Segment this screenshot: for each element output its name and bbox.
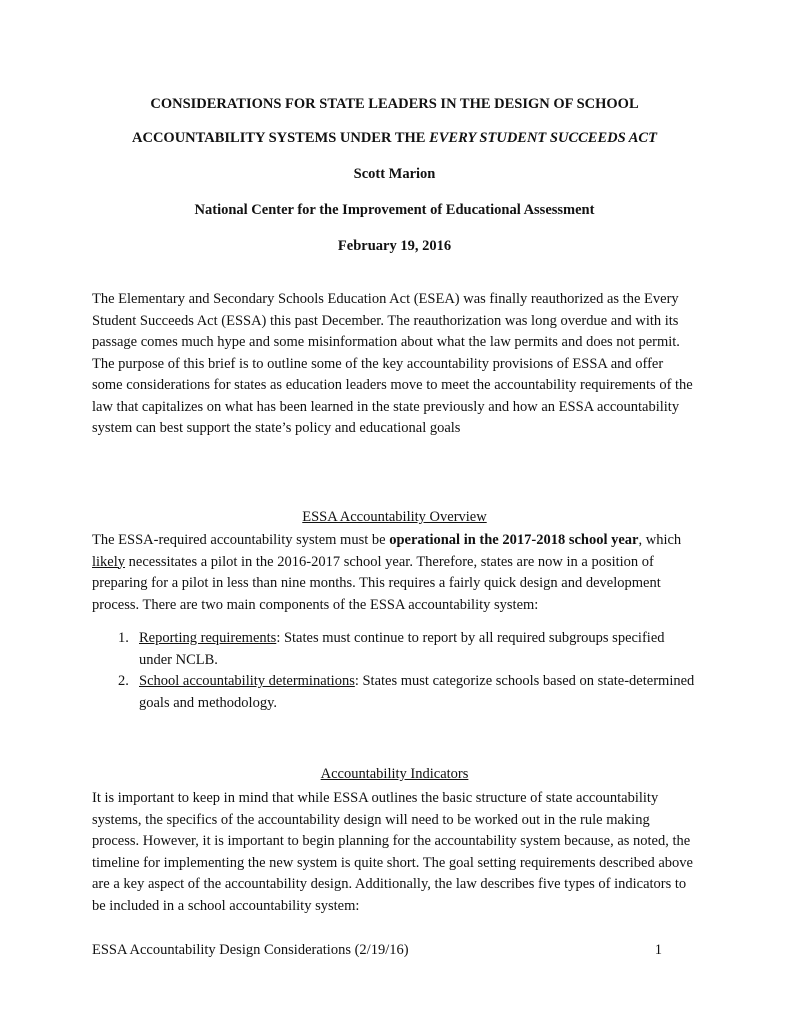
overview-paragraph xyxy=(92,530,697,616)
list-item-text: : States must continue to report by all required subgroups specified under NCLB. xyxy=(139,630,665,668)
indicators-heading-text: Accountability Indicators xyxy=(320,766,469,782)
page-number: 1 xyxy=(654,942,662,958)
indicators-paragraph: It is important to keep in mind that while ESSA outlines the basic structure of state accountability systems, the specifics of the accountability design will need to be worked out in the rule making process. However, it is important to begin planning for the accountability system because, as noted, the timeline for implementing the new system is quite short. The goal setting requirements described above are a key aspect of the accountability design. Additionally, the law describes five types of indicators to be included in a school accountability system: xyxy=(92,790,693,914)
intro-paragraph: The Elementary and Secondary Schools Education Act (ESEA) was finally reauthorized as the Every Student Succeeds Act (ESSA) this past December. The reauthorization was long overdue and with its passage comes much hype and some misinformation about what the law permits and does not permit. The purpose of this brief is to outline some of the key accountability provisions of ESSA and offer some considerations for states as education leaders move to meet the accountability requirements of the law that capitalizes on what has been learned in the state previously and how an ESSA accountability system can best support the state’s policy and educational goals xyxy=(92,291,693,436)
title-line-2 xyxy=(92,128,697,150)
organization: National Center for the Improvement of Educational Assessment xyxy=(194,202,595,218)
date: February 19, 2016 xyxy=(337,238,452,254)
overview-text-2: , which xyxy=(638,532,682,548)
section-heading-indicators xyxy=(92,764,697,786)
list-item-number: 2. xyxy=(118,673,129,689)
author: Scott Marion xyxy=(353,166,436,182)
section-heading-overview xyxy=(92,507,697,529)
components-list xyxy=(92,628,697,714)
list-item-text: : States must categorize schools based on state-determined goals and methodology. xyxy=(139,673,695,711)
page-footer xyxy=(92,940,662,960)
overview-underline-text: likely xyxy=(92,553,126,570)
title-act-name: EVERY STUDENT SUCCEEDS ACT xyxy=(429,130,657,146)
list-item xyxy=(92,628,697,671)
overview-text-1: The ESSA-required accountability system must be xyxy=(92,532,390,548)
overview-bold-text: operational in the 2017-2018 school year xyxy=(389,532,639,548)
list-item-number: 1. xyxy=(118,630,129,646)
title-line-2-prefix: ACCOUNTABILITY SYSTEMS UNDER THE xyxy=(132,130,430,146)
overview-heading-text: ESSA Accountability Overview xyxy=(302,509,487,525)
overview-text-3: necessitates a pilot in the 2016-2017 school year. Therefore, states are now in a position of preparing for a pilot in less than nine months. This requires a fairly quick design and development process. There are two main components of the ESSA accountability system: xyxy=(92,553,661,613)
list-item xyxy=(92,671,697,714)
list-item-label: School accountability determinations xyxy=(139,673,355,689)
title-line-1: CONSIDERATIONS FOR STATE LEADERS IN THE DESIGN OF SCHOOL xyxy=(150,96,639,112)
footer-text: ESSA Accountability Design Considerations (2/19/16) xyxy=(92,942,409,958)
list-item-label: Reporting requirements xyxy=(139,630,277,646)
